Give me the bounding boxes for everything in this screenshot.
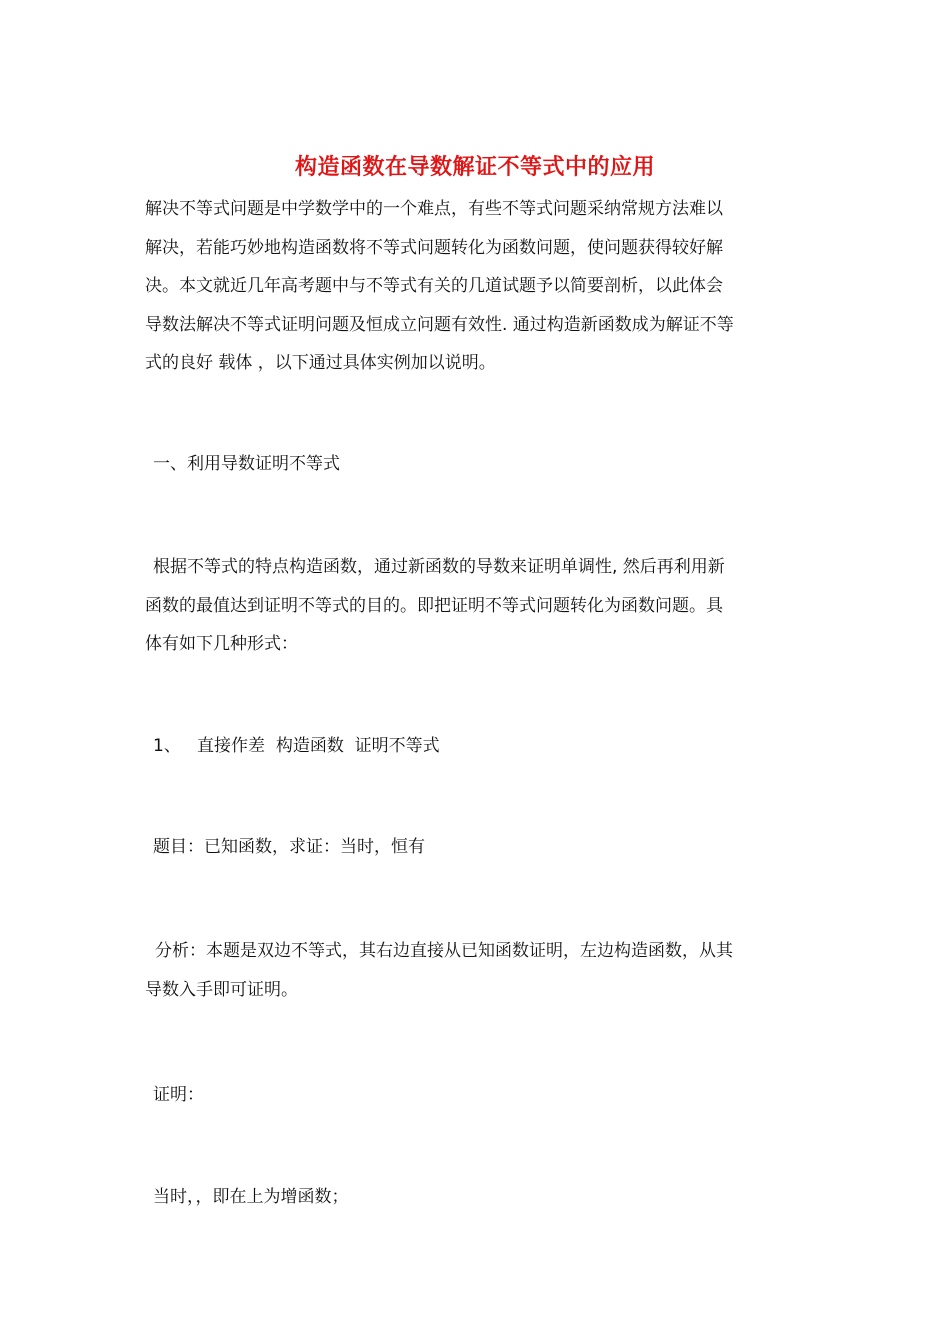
analysis-paragraph: [145, 932, 810, 1009]
analysis-line: 分析：本题是双边不等式，其右边直接从已知函数证明，左边构造函数，从其: [155, 941, 733, 961]
intro-line: 解决不等式问题是中学数学中的一个难点，有些不等式问题采纳常规方法难以: [145, 199, 723, 219]
section1-line: 函数的最值达到证明不等式的目的。即把证明不等式问题转化为函数问题。具: [145, 595, 723, 616]
section1-line: 根据不等式的特点构造函数，通过新函数的导数来证明单调性, 然后再利用新: [153, 557, 725, 577]
intro-line: 式的良好 载体 ，以下通过具体实例加以说明。: [145, 353, 496, 373]
proof-label: 证明：: [153, 1085, 204, 1105]
proof-line: 当时，，即在上为增函数；: [153, 1187, 349, 1207]
intro-paragraph: [145, 190, 810, 383]
intro-line: 导数法解决不等式证明问题及恒成立问题有效性. 通过构造新函数成为解证不等: [145, 314, 734, 335]
section-heading: 一、利用导数证明不等式: [153, 454, 340, 474]
analysis-line: 导数入手即可证明。: [145, 979, 298, 1000]
intro-line: 解决，若能巧妙地构造函数将不等式问题转化为函数问题，使问题获得较好解: [145, 237, 723, 258]
problem-statement: 题目：已知函数，求证：当时，恒有: [153, 837, 425, 857]
section1-line: 体有如下几种形式：: [145, 634, 298, 654]
subheading: 1、 直接作差 构造函数 证明不等式: [153, 736, 440, 756]
section1-paragraph: [145, 548, 810, 664]
intro-line: 决。本文就近几年高考题中与不等式有关的几道试题予以简要剖析，以此体会: [145, 276, 723, 296]
document-title: 构造函数在导数解证不等式中的应用: [294, 155, 655, 180]
